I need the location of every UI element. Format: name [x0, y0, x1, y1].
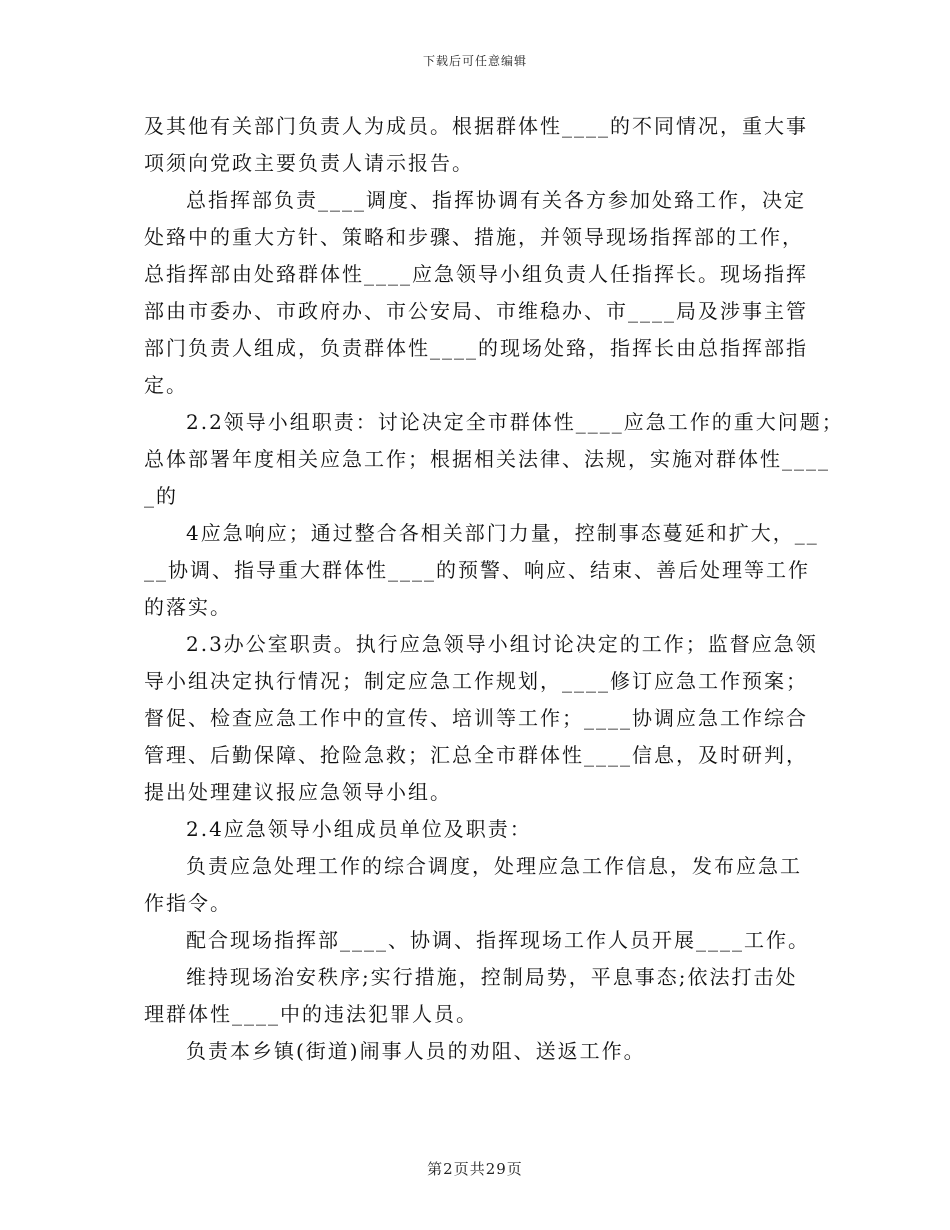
text-line: 2.2领导小组职责：讨论决定全市群体性____应急工作的重大问题；: [186, 410, 844, 434]
text-line: 理群体性____中的违法犯罪人员。: [144, 1002, 478, 1026]
page-number: 第2页共29页: [427, 1160, 523, 1178]
text-line: 总指挥部负责____调度、指挥协调有关各方参加处臵工作，决定: [186, 188, 806, 212]
text-line: 提出处理建议报应急领导小组。: [144, 780, 452, 804]
text-line: 及其他有关部门负责人为成员。根据群体性____的不同情况，重大事: [144, 114, 808, 138]
text-line: 的落实。: [144, 595, 232, 619]
text-line: 处臵中的重大方针、策略和步骤、措施，并领导现场指挥部的工作，: [144, 225, 804, 249]
text-line: 配合现场指挥部____、协调、指挥现场工作人员开展____工作。: [186, 928, 810, 952]
text-line: 负责应急处理工作的综合调度，处理应急工作信息，发布应急工: [186, 854, 802, 878]
text-line: 总体部署年度相关应急工作；根据相关法律、法规，实施对群体性____: [144, 447, 830, 471]
text-line: _的: [144, 484, 178, 508]
text-line: 管理、后勤保障、抢险急救；汇总全市群体性____信息，及时研判，: [144, 743, 808, 767]
text-line: 负责本乡镇(街道)闹事人员的劝阻、送返工作。: [186, 1039, 646, 1063]
text-line: 2.3办公室职责。执行应急领导小组讨论决定的工作；监督应急领: [186, 632, 818, 656]
text-line: 作指令。: [144, 891, 232, 915]
text-line: 定。: [144, 373, 188, 397]
text-line: __协调、指导重大群体性____的预警、响应、结束、善后处理等工作: [144, 558, 810, 582]
page-header: 下载后可任意编辑: [422, 54, 527, 68]
text-line: 维持现场治安秩序;实行措施，控制局势，平息事态;依法打击处: [186, 965, 798, 989]
text-line: 导小组决定执行情况；制定应急工作规划，____修订应急工作预案；: [144, 669, 808, 693]
text-line: 4应急响应；通过整合各相关部门力量，控制事态蔓延和扩大，__: [186, 521, 819, 545]
text-line: 项须向党政主要负责人请示报告。: [144, 151, 474, 175]
text-line: 部门负责人组成，负责群体性____的现场处臵，指挥长由总指挥部指: [144, 336, 808, 360]
text-line: 部由市委办、市政府办、市公安局、市维稳办、市____局及涉事主管: [144, 299, 808, 323]
text-line: 督促、检查应急工作中的宣传、培训等工作；____协调应急工作综合: [144, 706, 808, 730]
document-body: [144, 108, 844, 1070]
text-line: 2.4应急领导小组成员单位及职责：: [186, 817, 532, 841]
text-line: 总指挥部由处臵群体性____应急领导小组负责人任指挥长。现场指挥: [144, 262, 808, 286]
